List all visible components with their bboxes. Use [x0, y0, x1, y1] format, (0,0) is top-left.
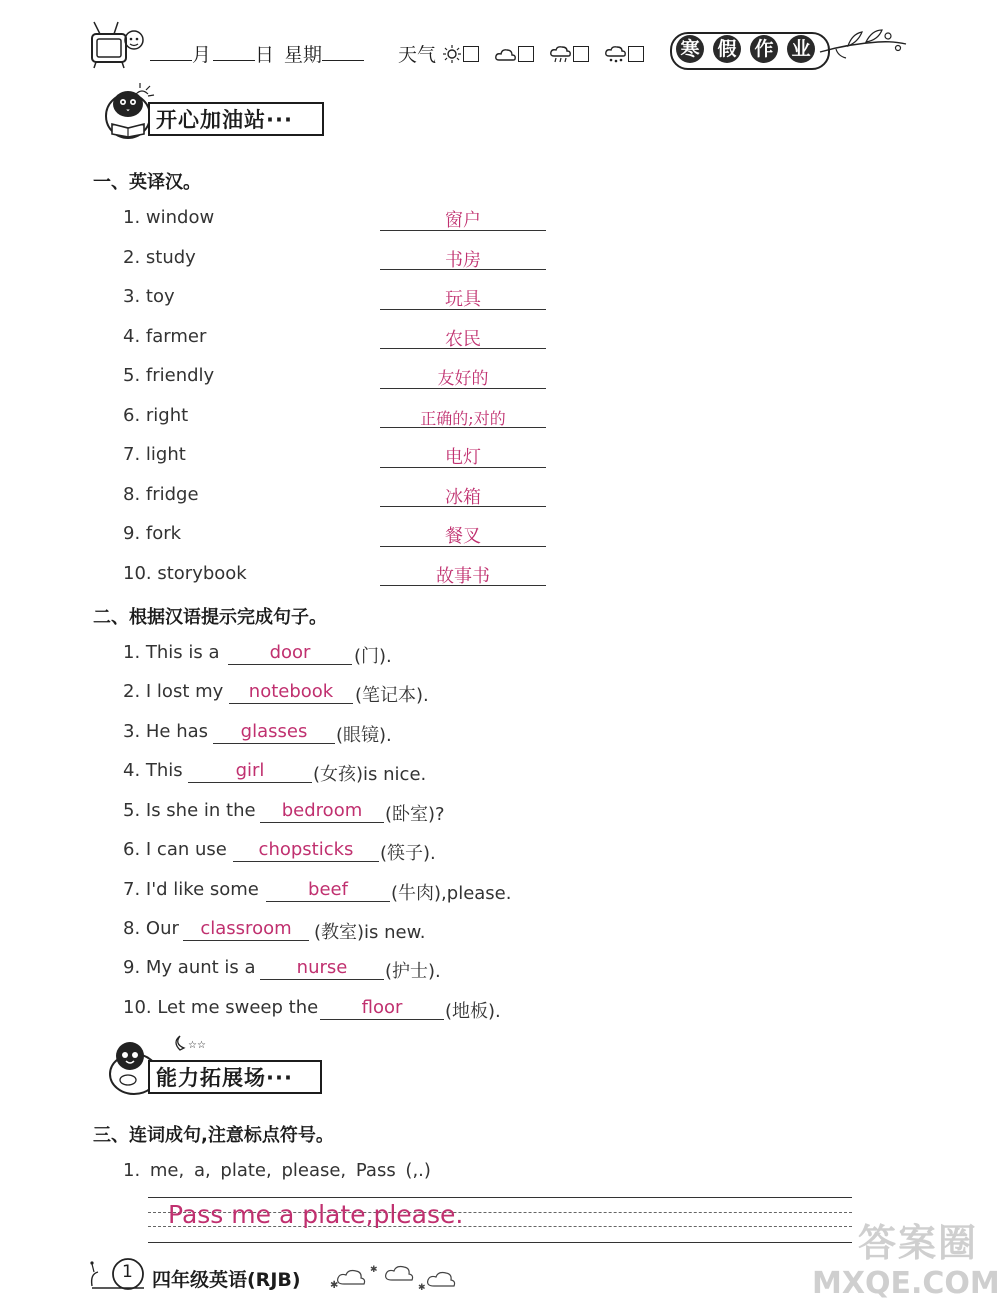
rain-icon — [550, 46, 572, 64]
list-item-suffix: (教室)is new. — [314, 922, 426, 943]
fill-blank[interactable] — [260, 979, 384, 980]
list-item: 2. study — [123, 247, 196, 268]
fill-blank[interactable] — [229, 703, 353, 704]
answer-line[interactable] — [380, 309, 546, 310]
fill-blank[interactable] — [233, 861, 379, 862]
answer-text: 友好的 — [437, 369, 489, 389]
fill-blank[interactable] — [213, 743, 335, 744]
book-title: 四年级英语(RJB) — [152, 1269, 301, 1291]
page-number: 1 — [122, 1262, 133, 1282]
answer-line[interactable] — [380, 230, 546, 231]
list-item-suffix: (女孩)is nice. — [313, 764, 427, 785]
cloud-decoration-icon — [328, 1262, 458, 1292]
answer-text: chopsticks — [258, 839, 354, 860]
list-item: 6. right — [123, 405, 189, 426]
list-item-suffix: (卧室)? — [385, 804, 445, 825]
watermark-logo: 答案圈 — [858, 1221, 979, 1265]
answer-text: notebook — [248, 681, 334, 702]
svg-text:☆☆: ☆☆ — [188, 1040, 206, 1051]
answer-line[interactable] — [380, 546, 546, 547]
fill-blank[interactable] — [260, 822, 384, 823]
fill-blank[interactable] — [228, 664, 352, 665]
list-item: 5. friendly — [123, 365, 215, 386]
fill-blank[interactable] — [188, 782, 312, 783]
snow-icon — [605, 46, 627, 64]
list-item: 1. me, a, plate, please, Pass (,.) — [123, 1160, 431, 1181]
fill-blank[interactable] — [183, 940, 309, 941]
answer-text: 农民 — [445, 329, 481, 350]
svg-text:✱: ✱ — [330, 1280, 339, 1291]
answer-line[interactable] — [380, 269, 546, 270]
answer-line[interactable] — [380, 585, 546, 586]
answer-line[interactable] — [380, 348, 546, 349]
weather-row: 天气 — [398, 40, 644, 67]
answer-line[interactable] — [380, 388, 546, 389]
answer-line[interactable] — [380, 467, 546, 468]
list-item-suffix: (眼镜). — [336, 725, 392, 746]
date-weekday: 星期 — [284, 40, 364, 67]
answer-text: 正确的;对的 — [420, 409, 506, 428]
answer-text: glasses — [240, 721, 308, 742]
section2-title: 二、根据汉语提示完成句子。 — [93, 607, 327, 628]
branch-decoration-icon — [818, 22, 908, 62]
answer-text: floor — [361, 997, 403, 1018]
cloud-icon — [495, 46, 517, 62]
answer-text: 冰箱 — [445, 487, 481, 508]
answer-text: door — [269, 642, 311, 663]
list-item-prefix: 10. Let me sweep the — [123, 997, 319, 1018]
list-item: 7. light — [123, 444, 186, 465]
cloud-checkbox[interactable] — [518, 46, 534, 62]
fill-blank[interactable] — [320, 1019, 444, 1020]
list-item-prefix: 2. I lost my — [123, 681, 224, 702]
snail-page-icon — [88, 1256, 150, 1292]
list-item-suffix: (护士). — [385, 961, 441, 982]
answer-sentence: Pass me a plate,please. — [168, 1200, 464, 1229]
weekday-blank[interactable] — [322, 46, 364, 61]
answer-text: 餐叉 — [445, 526, 481, 547]
badge-char: 寒 — [676, 35, 704, 63]
list-item-prefix: 9. My aunt is a — [123, 957, 256, 978]
answer-line[interactable] — [380, 506, 546, 507]
list-item: 4. farmer — [123, 326, 207, 347]
list-item-suffix: (筷子). — [380, 843, 436, 864]
list-item-prefix: 8. Our — [123, 918, 179, 939]
day-blank[interactable] — [213, 46, 255, 61]
tv-mascot-icon — [88, 18, 148, 70]
list-item: 9. fork — [123, 523, 182, 544]
answer-text: girl — [235, 760, 265, 781]
answer-text: 窗户 — [445, 210, 481, 231]
fill-blank[interactable] — [266, 901, 390, 902]
month-blank[interactable] — [150, 46, 192, 61]
list-item-prefix: 1. This is a — [123, 642, 220, 663]
answer-text: classroom — [200, 918, 292, 939]
answer-text: 故事书 — [436, 566, 490, 587]
list-item-prefix: 6. I can use — [123, 839, 227, 860]
list-item-suffix: (地板). — [445, 1001, 501, 1022]
svg-text:✱: ✱ — [418, 1283, 426, 1292]
list-item: 1. window — [123, 207, 215, 228]
answer-text: 玩具 — [445, 289, 481, 310]
answer-text: bedroom — [281, 800, 363, 821]
list-item-prefix: 3. He has — [123, 721, 209, 742]
banner-happy-label: 开心加油站··· — [156, 108, 293, 132]
list-item-suffix: (门). — [354, 646, 392, 667]
winter-homework-badge — [670, 32, 830, 68]
watermark-url: MXQE.COM — [812, 1266, 1000, 1301]
date-month: 月 日 — [150, 40, 274, 67]
banner-ability-label: 能力拓展场··· — [156, 1066, 293, 1090]
snow-checkbox[interactable] — [628, 46, 644, 62]
badge-char: 作 — [750, 35, 778, 63]
svg-text:✱: ✱ — [370, 1265, 378, 1275]
answer-text: 书房 — [445, 250, 481, 271]
badge-char: 假 — [713, 35, 741, 63]
writing-line — [148, 1242, 852, 1243]
writing-line — [148, 1197, 852, 1198]
list-item-prefix: 7. I'd like some — [123, 879, 259, 900]
sun-icon — [442, 45, 462, 63]
answer-line[interactable] — [380, 427, 546, 428]
answer-text: nurse — [296, 957, 348, 978]
list-item: 10. storybook — [123, 563, 247, 584]
list-item: 8. fridge — [123, 484, 199, 505]
sun-checkbox[interactable] — [463, 46, 479, 62]
section3-title: 三、连词成句,注意标点符号。 — [93, 1125, 334, 1146]
list-item-prefix: 4. This — [123, 760, 183, 781]
badge-char: 业 — [787, 35, 815, 63]
list-item: 3. toy — [123, 286, 175, 307]
list-item-suffix: (牛肉),please. — [391, 883, 512, 904]
list-item-prefix: 5. Is she in the — [123, 800, 256, 821]
rain-checkbox[interactable] — [573, 46, 589, 62]
answer-text: 电灯 — [445, 447, 481, 468]
answer-text: beef — [308, 879, 348, 900]
section1-title: 一、英译汉。 — [93, 172, 201, 193]
list-item-suffix: (笔记本). — [355, 685, 429, 706]
